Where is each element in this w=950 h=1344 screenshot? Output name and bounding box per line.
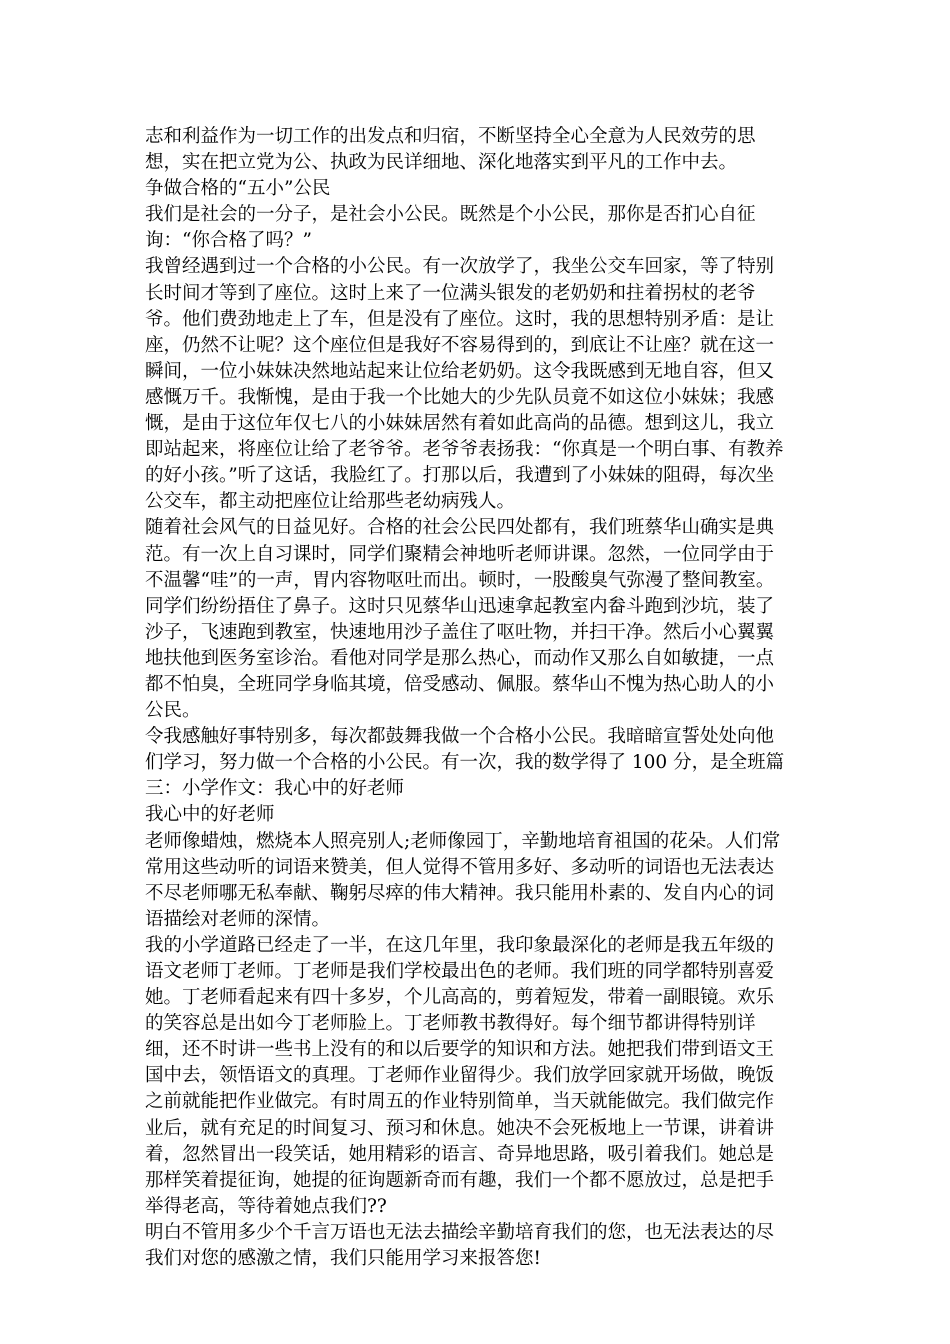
text-line: 老师像蜡烛，燃烧本人照亮别人;老师像园丁，辛勤地培育祖国的花朵。人们常 bbox=[145, 830, 781, 852]
text-line: 我心中的好老师 bbox=[145, 804, 275, 826]
text-line: 不尽老师哪无私奉献、鞠躬尽瘁的伟大精神。我只能用朴素的、发自内心的词 bbox=[145, 882, 775, 904]
text-line: 语描绘对老师的深情。 bbox=[145, 908, 331, 930]
text-line: 们学习，努力做一个合格的小公民。有一次，我的数学得了 100 分，是全班篇 bbox=[145, 752, 785, 774]
text-line: 着，忽然冒出一段笑话，她用精彩的语言、奇异地思路，吸引着我们。她总是 bbox=[145, 1143, 775, 1165]
text-line: 常用这些动听的词语来赞美，但人觉得不管用多好、多动听的词语也无法表达 bbox=[145, 856, 775, 878]
text-line: 令我感触好事特别多，每次都鼓舞我做一个合格小公民。我暗暗宣誓处处向他 bbox=[145, 726, 775, 748]
text-line: 慨，是由于这位年仅七八的小妹妹居然有着如此高尚的品德。想到这儿，我立 bbox=[145, 413, 775, 435]
text-line: 我的小学道路已经走了一半，在这几年里，我印象最深化的老师是我五年级的 bbox=[145, 934, 775, 956]
text-line: 明白不管用多少个千言万语也无法去描绘辛勤培育我们的您，也无法表达的尽 bbox=[145, 1221, 775, 1243]
text-line: 沙子，飞速跑到教室，快速地用沙子盖住了呕吐物，并扫干净。然后小心翼翼 bbox=[145, 621, 775, 643]
text-line: 地扶他到医务室诊治。看他对同学是那么热心，而动作又那么自如敏捷，一点 bbox=[145, 647, 775, 669]
text-line: 询：“你合格了吗？” bbox=[145, 230, 312, 252]
text-line: 三：小学作文：我心中的好老师 bbox=[145, 778, 405, 800]
text-line: 不温馨“哇”的一声，胃内容物呕吐而出。顿时，一股酸臭气弥漫了整间教室。 bbox=[145, 569, 775, 591]
text-line: 长时间才等到了座位。这时上来了一位满头银发的老奶奶和拄着拐杖的老爷 bbox=[145, 282, 756, 304]
text-line: 她。丁老师看起来有四十多岁，个儿高高的，剪着短发，带着一副眼镜。欢乐 bbox=[145, 987, 775, 1009]
text-line: 感慨万千。我惭愧，是由于我一个比她大的少先队员竟不如这位小妹妹；我感 bbox=[145, 386, 775, 408]
text-line: 业后，就有充足的时间复习、预习和休息。她决不会死板地上一节课，讲着讲 bbox=[145, 1117, 775, 1139]
text-line: 我曾经遇到过一个合格的小公民。有一次放学了，我坐公交车回家，等了特别 bbox=[145, 256, 775, 278]
text-line: 争做合格的“五小”公民 bbox=[145, 178, 331, 200]
text-line: 想，实在把立党为公、执政为民详细地、深化地落实到平凡的工作中去。 bbox=[145, 152, 738, 174]
text-line: 之前就能把作业做完。有时周五的作业特别简单，当天就能做完。我们做完作 bbox=[145, 1091, 775, 1113]
text-line: 范。有一次上自习课时，同学们聚精会神地听老师讲课。忽然，一位同学由于 bbox=[145, 543, 775, 565]
text-line: 那样笑着提征询，她提的征询题新奇而有趣，我们一个都不愿放过，总是把手 bbox=[145, 1169, 775, 1191]
text-line: 同学们纷纷捂住了鼻子。这时只见蔡华山迅速拿起教室内畚斗跑到沙坑，装了 bbox=[145, 595, 775, 617]
text-line: 都不怕臭，全班同学身临其境，倍受感动、佩服。蔡华山不愧为热心助人的小 bbox=[145, 673, 775, 695]
text-line: 举得老高，等待着她点我们?? bbox=[145, 1195, 387, 1217]
text-line: 国中去，领悟语文的真理。丁老师作业留得少。我们放学回家就开场做，晚饭 bbox=[145, 1065, 775, 1087]
text-line: 公交车，都主动把座位让给那些老幼病残人。 bbox=[145, 491, 516, 513]
text-line: 志和利益作为一切工作的出发点和归宿，不断坚持全心全意为人民效劳的思 bbox=[145, 126, 756, 147]
text-line: 爷。他们费劲地走上了车，但是没有了座位。这时，我的思想特别矛盾：是让 bbox=[145, 308, 775, 330]
text-line: 即站起来，将座位让给了老爷爷。老爷爷表扬我：“你真是一个明白事、有教养 bbox=[145, 439, 784, 461]
text-line: 的好小孩。”听了这话，我脸红了。打那以后，我遭到了小妹妹的阻碍，每次坐 bbox=[145, 465, 775, 487]
text-line: 座，仍然不让呢？这个座位但是我好不容易得到的，到底让不让座？就在这一 bbox=[145, 334, 775, 356]
text-line: 公民。 bbox=[145, 700, 201, 722]
text-line: 语文老师丁老师。丁老师是我们学校最出色的老师。我们班的同学都特别喜爱 bbox=[145, 961, 775, 982]
text-line: 我们是社会的一分子，是社会小公民。既然是个小公民，那你是否扪心自征 bbox=[145, 204, 756, 226]
document-body bbox=[145, 124, 810, 1272]
text-line: 的笑容总是出如今丁老师脸上。丁老师教书教得好。每个细节都讲得特别详 bbox=[145, 1013, 756, 1035]
text-line: 我们对您的感激之情，我们只能用学习来报答您! bbox=[145, 1248, 541, 1270]
text-line: 细，还不时讲一些书上没有的和以后要学的知识和方法。她把我们带到语文王 bbox=[145, 1039, 775, 1061]
text-line: 随着社会风气的日益见好。合格的社会公民四处都有，我们班蔡华山确实是典 bbox=[145, 517, 775, 539]
text-line: 瞬间，一位小妹妹决然地站起来让位给老奶奶。这令我既感到无地自容，但又 bbox=[145, 360, 775, 382]
